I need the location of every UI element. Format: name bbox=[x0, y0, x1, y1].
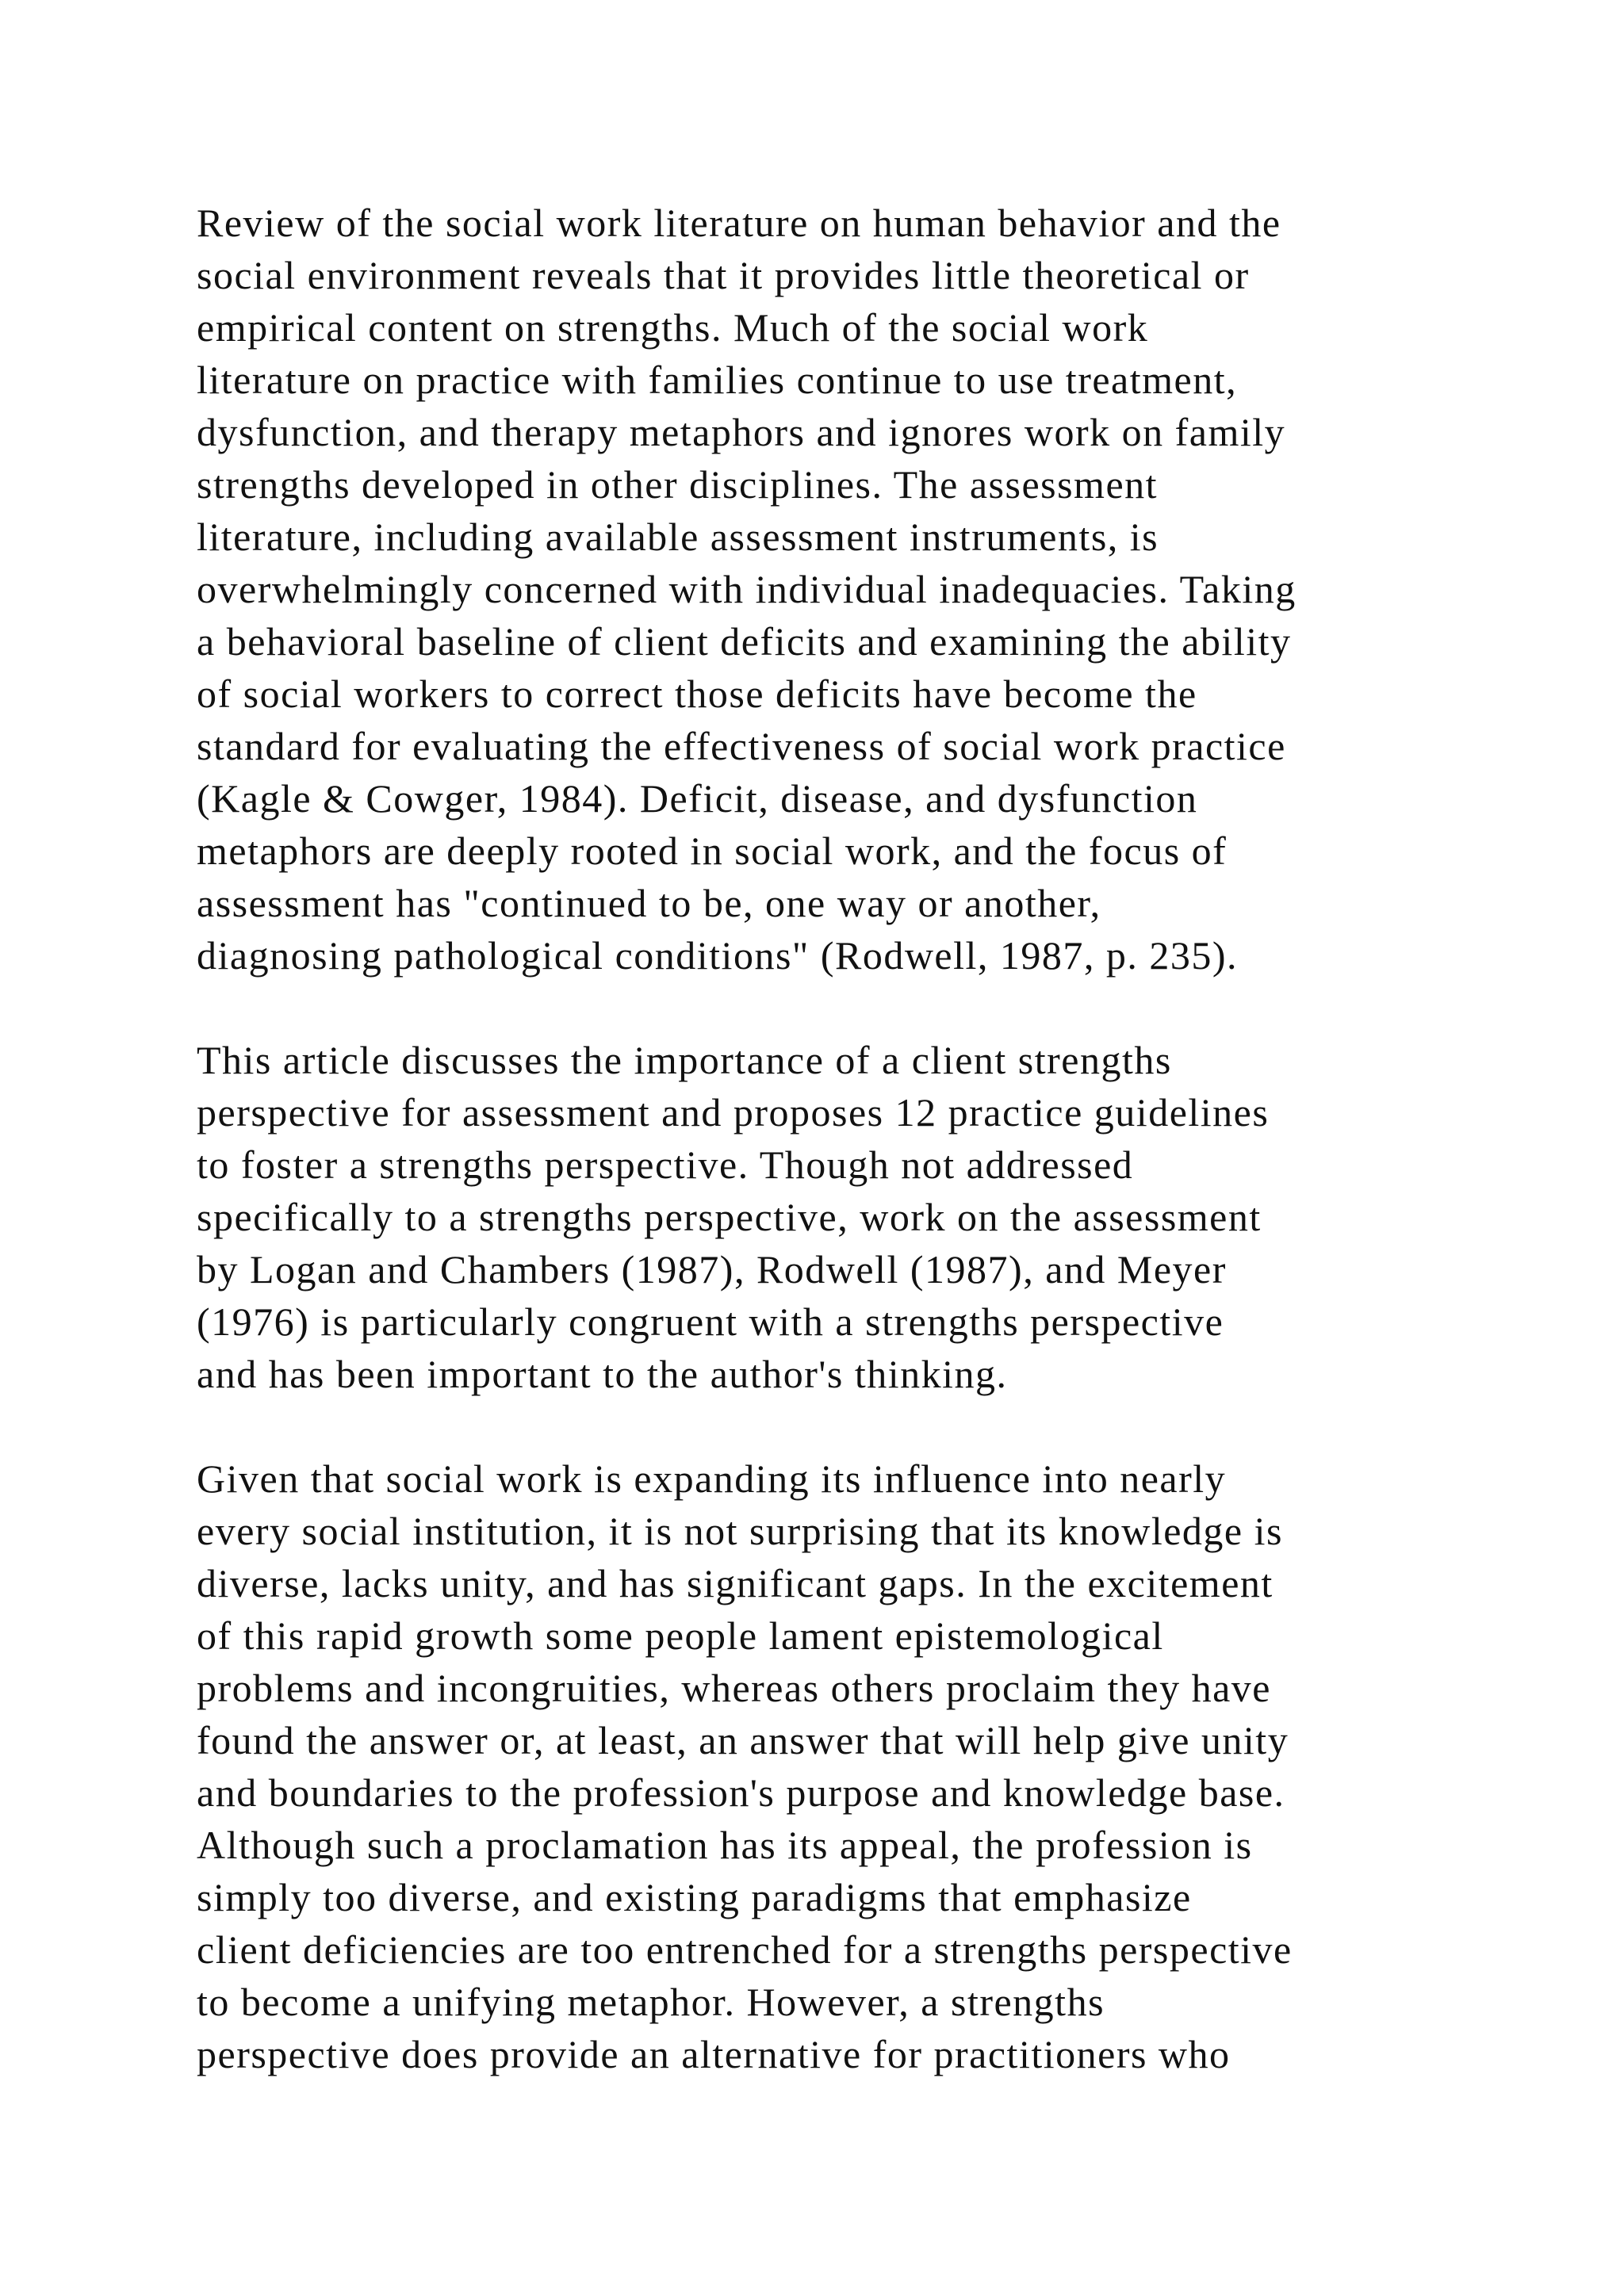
document-body bbox=[197, 197, 1497, 2133]
paragraph-1 bbox=[197, 197, 1497, 982]
text-line: Although such a proclamation has its appeal, the profession is bbox=[197, 1823, 1253, 1867]
text-line: client deficiencies are too entrenched for a strengths perspective bbox=[197, 1927, 1293, 1972]
paragraph-3 bbox=[197, 1452, 1497, 2080]
text-line: dysfunction, and therapy metaphors and ignores work on family bbox=[197, 410, 1286, 454]
text-line: specifically to a strengths perspective, work on the assessment bbox=[197, 1195, 1262, 1239]
text-line: to become a unifying metaphor. However, a strengths bbox=[197, 1980, 1105, 2024]
text-line: Review of the social work literature on human behavior and the bbox=[197, 201, 1281, 245]
text-line: diverse, lacks unity, and has significant gaps. In the excitement bbox=[197, 1561, 1274, 1605]
text-line: of social workers to correct those deficits have become the bbox=[197, 672, 1197, 716]
text-line: metaphors are deeply rooted in social work, and the focus of bbox=[197, 828, 1228, 873]
text-line: perspective does provide an alternative for practitioners who bbox=[197, 2032, 1231, 2076]
text-line: Given that social work is expanding its influence into nearly bbox=[197, 1456, 1227, 1501]
text-line: social environment reveals that it provides little theoretical or bbox=[197, 253, 1250, 297]
text-line: literature, including available assessment instruments, is bbox=[197, 515, 1159, 559]
text-line: assessment has "continued to be, one way or another, bbox=[197, 881, 1101, 925]
text-line: found the answer or, at least, an answer that will help give unity bbox=[197, 1718, 1289, 1762]
text-line: (Kagle & Cowger, 1984). Deficit, disease, and dysfunction bbox=[197, 776, 1198, 821]
text-line: overwhelmingly concerned with individual inadequacies. Taking bbox=[197, 567, 1297, 611]
text-line: by Logan and Chambers (1987), Rodwell (1987), and Meyer bbox=[197, 1247, 1227, 1292]
text-line: and has been important to the author's thinking. bbox=[197, 1352, 1008, 1396]
text-line: strengths developed in other disciplines. The assessment bbox=[197, 462, 1159, 507]
text-line: problems and incongruities, whereas others proclaim they have bbox=[197, 1666, 1272, 1710]
text-line: a behavioral baseline of client deficits and examining the ability bbox=[197, 619, 1292, 664]
text-line: and boundaries to the profession's purpose and knowledge base. bbox=[197, 1770, 1285, 1815]
text-line: every social institution, it is not surprising that its knowledge is bbox=[197, 1509, 1283, 1553]
text-line: perspective for assessment and proposes 12 practice guidelines bbox=[197, 1090, 1270, 1135]
text-line: literature on practice with families continue to use treatment, bbox=[197, 358, 1238, 402]
text-line: diagnosing pathological conditions" (Rodwell, 1987, p. 235). bbox=[197, 933, 1239, 978]
text-line: of this rapid growth some people lament epistemological bbox=[197, 1613, 1164, 1658]
text-line: simply too diverse, and existing paradigms that emphasize bbox=[197, 1875, 1192, 1919]
text-line: standard for evaluating the effectiveness of social work practice bbox=[197, 724, 1286, 768]
text-line: empirical content on strengths. Much of the social work bbox=[197, 305, 1149, 350]
text-line: to foster a strengths perspective. Though not addressed bbox=[197, 1142, 1134, 1187]
text-line: This article discusses the importance of a client strengths bbox=[197, 1038, 1172, 1082]
paragraph-2 bbox=[197, 1034, 1497, 1400]
text-line: (1976) is particularly congruent with a strengths perspective bbox=[197, 1299, 1224, 1344]
